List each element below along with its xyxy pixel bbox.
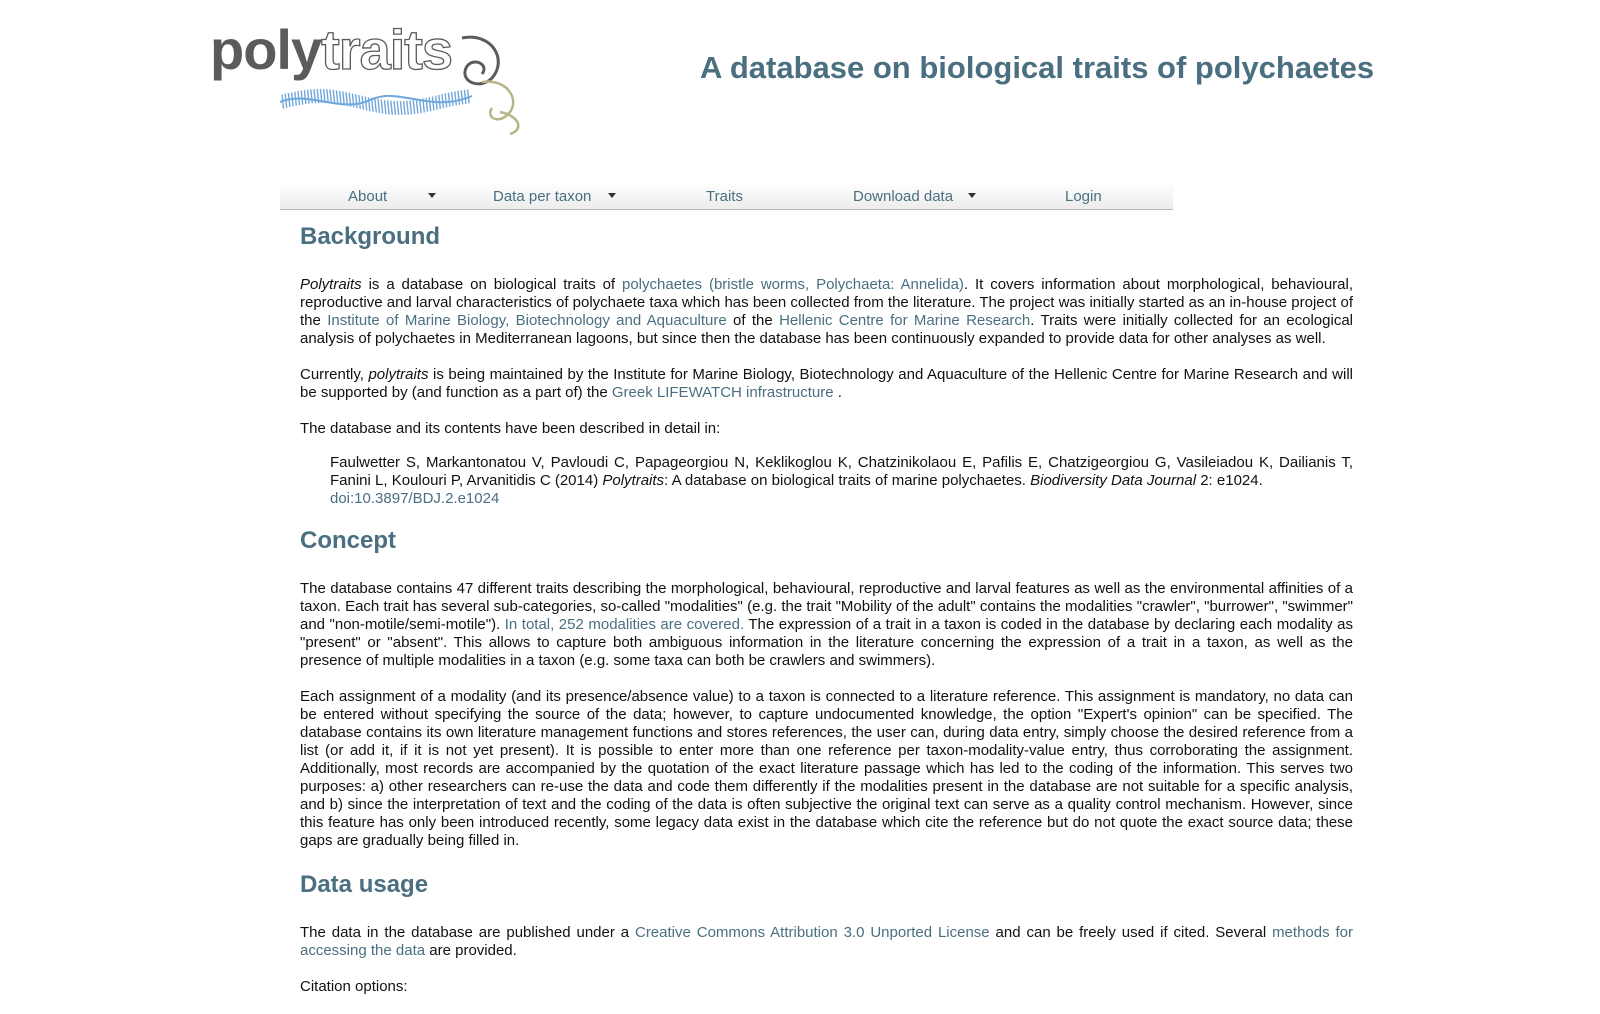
logo-bristle [445, 93, 447, 107]
logo-bristle [333, 90, 335, 104]
site-title: A database on biological traits of polychaetes [700, 50, 1375, 85]
logo-bristle [301, 91, 303, 105]
data-usage-heading: Data usage [300, 871, 429, 898]
nav-about[interactable]: About [348, 188, 388, 205]
access-methods-link[interactable]: methods for accessing the data [300, 924, 1353, 959]
main-nav [280, 182, 1173, 210]
nav-data-per-taxon[interactable]: Data per taxon [493, 188, 592, 205]
text: are provided. [425, 942, 517, 959]
logo-bristle [407, 101, 409, 115]
reference-name: Polytraits [602, 472, 665, 489]
polychaetes-link[interactable]: polychaetes (bristle worms, Polychaeta: Annelida) [622, 276, 964, 293]
logo-bristle [375, 98, 377, 112]
polytraits-name: Polytraits [300, 276, 362, 293]
nav-download-data-chevron-down-icon[interactable] [968, 193, 976, 198]
logo-bristle [336, 90, 338, 104]
logo-bristle [461, 90, 463, 104]
logo-bristle [365, 96, 367, 110]
text: is a database on biological traits of [361, 276, 622, 293]
text: The database contains 47 different traits describing the morphological, behavioural, reproductive and larval features as well as the environmental affinities of a taxon. Each trait has several sub-categories, so-called "modalities" (e.g. the trait "Mobility of the adult" contains the modalities "crawler", "burrower", "swimmer" and "non-motile/semi-motile"). [300, 580, 1353, 633]
doi-link[interactable]: doi:10.3897/BDJ.2.e1024 [330, 490, 500, 507]
logo-bristle [285, 94, 287, 108]
background-paragraph-3: The database and its contents have been described in detail in: [300, 420, 721, 437]
logo-bristle [330, 90, 332, 104]
logo-bristle [464, 90, 466, 104]
logo-bristle [292, 92, 294, 106]
logo-bristle [400, 101, 402, 115]
logo-bristle [314, 89, 316, 103]
logo-bristle [308, 90, 310, 104]
concept-paragraph-2: Each assignment of a modality (and its presence/absence value) to a taxon is connected to a literature reference. This assignment is mandatory, no data can be entered without specifying the source of the data; however, to capture undocumented knowledge, the option "Expert's opinion" can be specified. The database contains its own literature management functions and stores references, the user can, during data entry, simply choose the desired reference from a list (or add it, if it is not yet present). It is possible to enter more than one reference per taxon-modality-value entry, thus corroborating the assignment. Additionally, most records are accompanied by the quotation of the exact literature passage which has led to the coding of the information. This serves two purposes: a) other researchers can re-use the data and code them differently if the modalities present in the database are not suitable for a specific analysis, and b) since the interpretation of text and the coding of the data is often subjective the original text can serve as a quality control mechanism. However, since this feature has only been introduced recently, some legacy data exist in the database which cite the reference but do not quote the exact source data; these gaps are gradually being filled in. [300, 688, 1353, 849]
logo-bristle [426, 98, 428, 112]
citation-options-label: Citation options: [300, 978, 408, 995]
logo-wave-graphic [210, 26, 530, 136]
text: of the [726, 312, 780, 329]
logo-bristle [359, 95, 361, 109]
data-usage-paragraph-1 [300, 924, 1353, 960]
background-heading: Background [300, 223, 441, 250]
text: and can be freely used if cited. Several [989, 924, 1273, 941]
logo-bristle [436, 96, 438, 110]
logo-bristle [378, 99, 380, 113]
main-content [300, 220, 1353, 1014]
logo-bristle [362, 96, 364, 110]
logo-bristle [429, 97, 431, 111]
reference-authors: Faulwetter S, Markantonatou V, Pavloudi C, Papageorgiou N, Keklikoglou K, Chatzinikolaou E, Pafilis E, Chatzigeorgiou G, Vasileiadou K, Dailianis T, Fanini L, Koulouri P, Arvanitidis C (2014) [330, 454, 1353, 489]
nav-about-chevron-down-icon[interactable] [428, 193, 436, 198]
logo-bristle [404, 101, 406, 115]
logo-bristle [452, 92, 454, 106]
background-paragraph-1 [300, 276, 1353, 348]
logo-bristle [413, 100, 415, 114]
text: The expression of a trait in a taxon is coded in the database by declaring each modality as "present" or "absent". This allows to capture both ambiguous information in the literature concerning the expression of a trait in a taxon, as well as the presence of multiple modalities in a taxon (e.g. some taxa can both be crawlers and swimmers). [300, 616, 1353, 669]
logo-word-traits: traits [321, 18, 453, 81]
logo-bristle [455, 91, 457, 105]
reference-citation [330, 454, 1353, 508]
polytraits-name: polytraits [368, 366, 429, 383]
lifewatch-link[interactable]: Greek LIFEWATCH infrastructure [611, 384, 834, 401]
logo-bristle [295, 92, 297, 106]
nav-login[interactable]: Login [1065, 188, 1102, 205]
imbbc-link[interactable]: Institute of Marine Biology, Biotechnology and Aquaculture [327, 312, 727, 329]
concept-paragraph-1 [300, 580, 1353, 670]
logo-bristle [298, 91, 300, 105]
concept-heading: Concept [300, 527, 396, 554]
logo-bristle [416, 100, 418, 114]
hcmr-link[interactable]: Hellenic Centre for Marine Research [779, 312, 1031, 329]
logo-bristle [340, 91, 342, 105]
logo-bristle [448, 93, 450, 107]
nav-data-per-taxon-chevron-down-icon[interactable] [608, 193, 616, 198]
logo-bristle [388, 100, 390, 114]
text: . Traits were initially collected for an ecological analysis of polychaetes in Mediterranean lagoons, but since then the database has been continuously expanded to provide data for other analyses as well. [300, 312, 1353, 347]
reference-volume: 2: e1024. [1196, 472, 1263, 489]
logo-bristle [468, 89, 470, 103]
logo-bristle [384, 100, 386, 114]
text: The data in the database are published under a [300, 924, 635, 941]
logo-bristle [442, 94, 444, 108]
logo-bristle [391, 101, 393, 115]
background-paragraph-2 [300, 366, 1353, 402]
reference-journal: Biodiversity Data Journal [1030, 472, 1197, 489]
logo-bristle [381, 100, 383, 114]
logo-word-poly: poly [210, 18, 322, 81]
logo-bristle [410, 100, 412, 114]
logo-bristle [397, 101, 399, 115]
nav-download-data[interactable]: Download data [853, 188, 954, 205]
modalities-link[interactable]: In total, 252 modalities are covered. [504, 616, 745, 633]
license-link[interactable]: Creative Commons Attribution 3.0 Unported License [634, 924, 990, 941]
logo-bristle [439, 95, 441, 109]
logo-bristle [282, 95, 284, 109]
reference-title: : A database on biological traits of marine polychaetes. [664, 472, 1031, 489]
text: . [833, 384, 842, 401]
logo-bristle [372, 98, 374, 112]
logo-bristle [458, 91, 460, 105]
text: . It covers information about morphological, behavioural, reproductive and larval characteristics of polychaete taxa which has been collected from the literature. The project was initially started as an in-house project of the [300, 276, 1353, 329]
logo-bristle [304, 90, 306, 104]
site-logo[interactable] [210, 18, 530, 136]
text: is being maintained by the Institute for Marine Biology, Biotechnology and Aquaculture of the Hellenic Centre for Marine Research and will be supported by (and function as a part of) the [300, 366, 1353, 401]
nav-traits[interactable]: Traits [706, 188, 743, 205]
logo-bristle [394, 101, 396, 115]
text: Currently, [300, 366, 369, 383]
logo-bristle [343, 91, 345, 105]
logo-bristle [311, 89, 313, 103]
logo-bristle [432, 96, 434, 110]
logo-bristle [288, 93, 290, 107]
logo-bristle [356, 94, 358, 108]
